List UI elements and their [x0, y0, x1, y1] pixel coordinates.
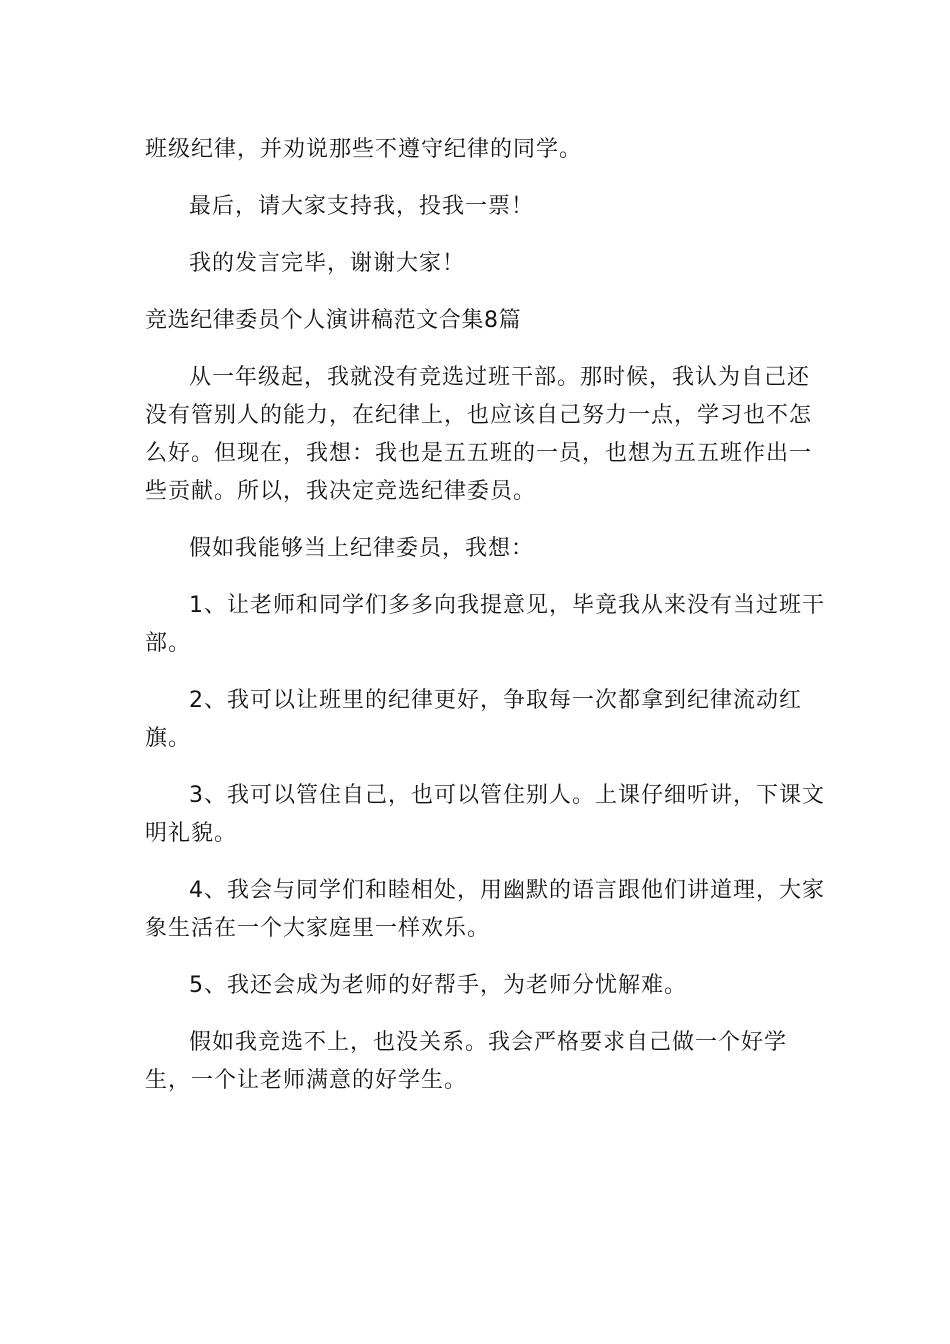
paragraph-4: 从一年级起，我就没有竞选过班干部。那时候，我认为自己还没有管别人的能力，在纪律上，也应该自己努力一点，学习也不怎么好。但现在，我想：我也是五五班的一员，也想为五五班作出一些贡献。所以，我决定竞选纪律委员。 [145, 365, 813, 504]
paragraph-5: 假如我能够当上纪律委员，我想： [189, 536, 535, 561]
list-item-1: 1、让老师和同学们多多向我提意见，毕竟我从来没有当过班干部。 [145, 593, 825, 656]
list-item-4: 4、我会与同学们和睦相处，用幽默的语言跟他们讲道理，大家象生活在一个大家庭里一样欢乐。 [145, 878, 825, 941]
section-heading: 竞选纪律委员个人演讲稿范文合集8篇 [145, 308, 522, 333]
paragraph-6: 假如我竞选不上，也没关系。我会严格要求自己做一个好学生，一个让老师满意的好学生。 [145, 1030, 788, 1093]
paragraph-1: 班级纪律，并劝说那些不遵守纪律的同学。 [145, 137, 583, 162]
list-item-2: 2、我可以让班里的纪律更好，争取每一次都拿到纪律流动红旗。 [145, 688, 802, 751]
document-body [145, 131, 825, 1119]
list-item-3: 3、我可以管住自己，也可以管住别人。上课仔细听讲，下课文明礼貌。 [145, 783, 825, 846]
paragraph-3: 我的发言完毕，谢谢大家！ [189, 251, 466, 276]
list-item-5: 5、我还会成为老师的好帮手，为老师分忧解难。 [189, 973, 687, 998]
paragraph-2: 最后，请大家支持我，投我一票！ [189, 194, 535, 219]
